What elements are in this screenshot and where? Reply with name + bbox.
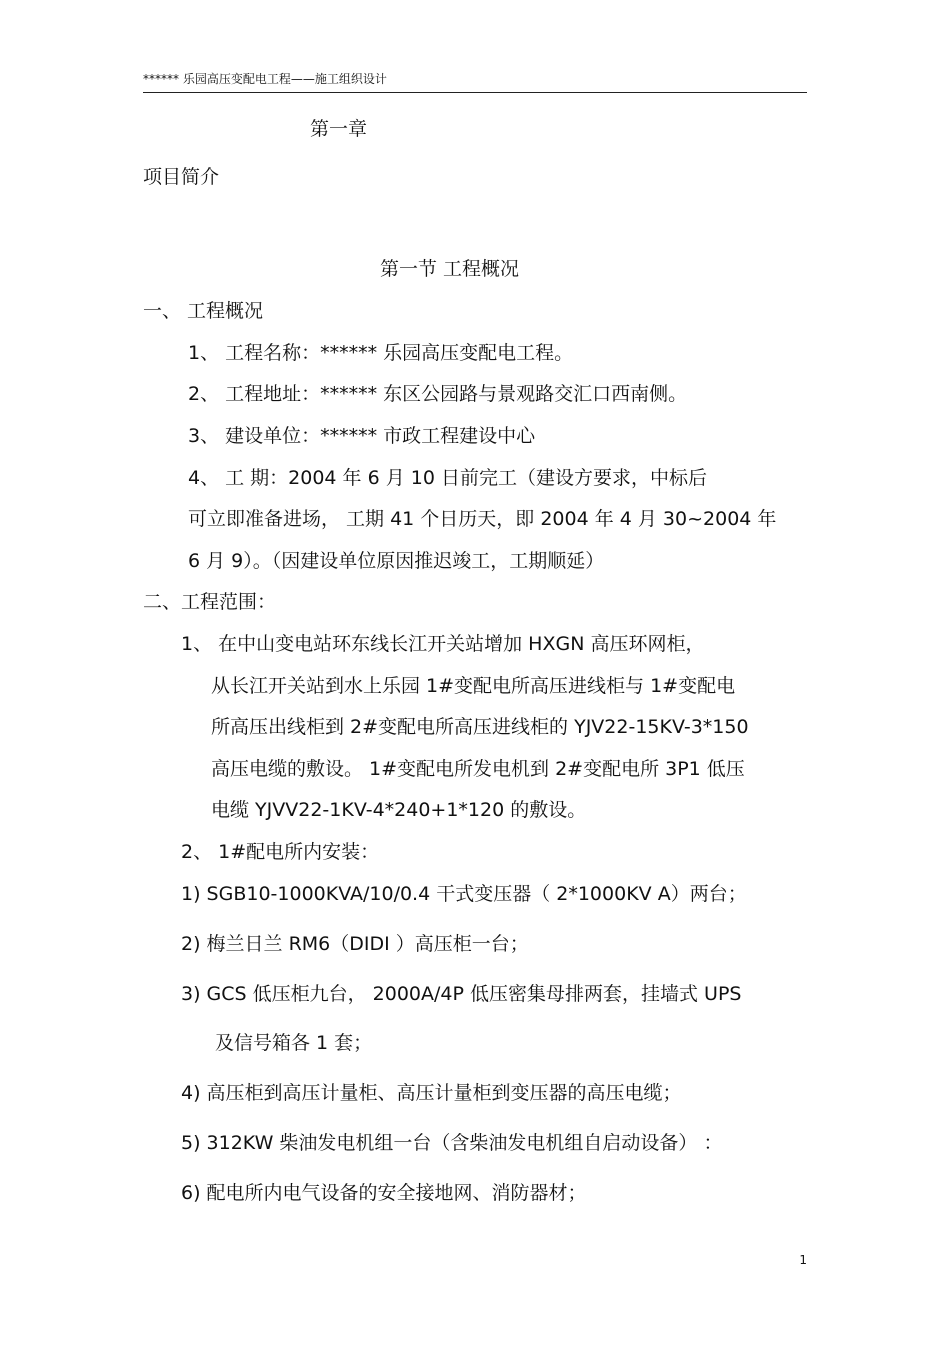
install-item: 3) GCS 低压柜九台， 2000A/4P 低压密集母排两套，挂墙式 UPS — [181, 983, 742, 1005]
scope2-heading: 2、 1#配电所内安装： — [181, 841, 380, 863]
install-item: 2) 梅兰日兰 RM6（DIDI ）高压柜一台； — [181, 933, 529, 955]
install-item: 5) 312KW 柴油发电机组一台（含柴油发电机组自启动设备） ： — [181, 1132, 723, 1154]
section-title: 第一节 工程概况 — [380, 258, 520, 280]
scope1-line: 电缆 YJVV22-1KV-4*240+1*120 的敷设。 — [211, 799, 587, 821]
chapter-title: 第一章 — [310, 118, 368, 140]
scope1-line: 所高压出线柜到 2#变配电所高压进线柜的 YJV22-15KV-3*150 — [211, 716, 749, 738]
install-item-cont: 及信号箱各 1 套； — [215, 1032, 373, 1054]
running-header: ****** 乐园高压变配电工程——施工组织设计 — [143, 72, 387, 86]
install-item: 6) 配电所内电气设备的安全接地网、消防器材； — [181, 1182, 587, 1204]
part1-heading: 一、 工程概况 — [143, 300, 264, 322]
scope1-line: 高压电缆的敷设。 1#变配电所发电机到 2#变配电所 3P1 低压 — [211, 758, 745, 780]
schedule-line: 4、 工 期：2004 年 6 月 10 日前完工（建设方要求，中标后 — [188, 467, 707, 489]
page-number: 1 — [799, 1253, 807, 1267]
schedule-line-cont: 6 月 9）。（因建设单位原因推迟竣工，工期顺延） — [188, 550, 605, 572]
scope1-line: 从长江开关站到水上乐园 1#变配电所高压进线柜与 1#变配电 — [211, 675, 736, 697]
project-name-line: 1、 工程名称：****** 乐园高压变配电工程。 — [188, 342, 574, 364]
install-item: 1) SGB10-1000KVA/10/0.4 干式变压器（ 2*1000KV A）两台； — [181, 883, 747, 905]
client-line: 3、 建设单位：****** 市政工程建设中心 — [188, 425, 536, 447]
install-item: 4) 高压柜到高压计量柜、高压计量柜到变压器的高压电缆； — [181, 1082, 682, 1104]
project-address-line: 2、 工程地址：****** 东区公园路与景观路交汇口西南侧。 — [188, 383, 688, 405]
schedule-line-cont: 可立即准备进场， 工期 41 个日历天，即 2004 年 4 月 30~2004 年 — [188, 508, 777, 530]
chapter-subtitle: 项目简介 — [143, 166, 220, 188]
header-rule — [143, 92, 807, 93]
part2-heading: 二、工程范围： — [143, 591, 277, 613]
scope1-line: 1、 在中山变电站环东线长江开关站增加 HXGN 高压环网柜， — [181, 633, 705, 655]
